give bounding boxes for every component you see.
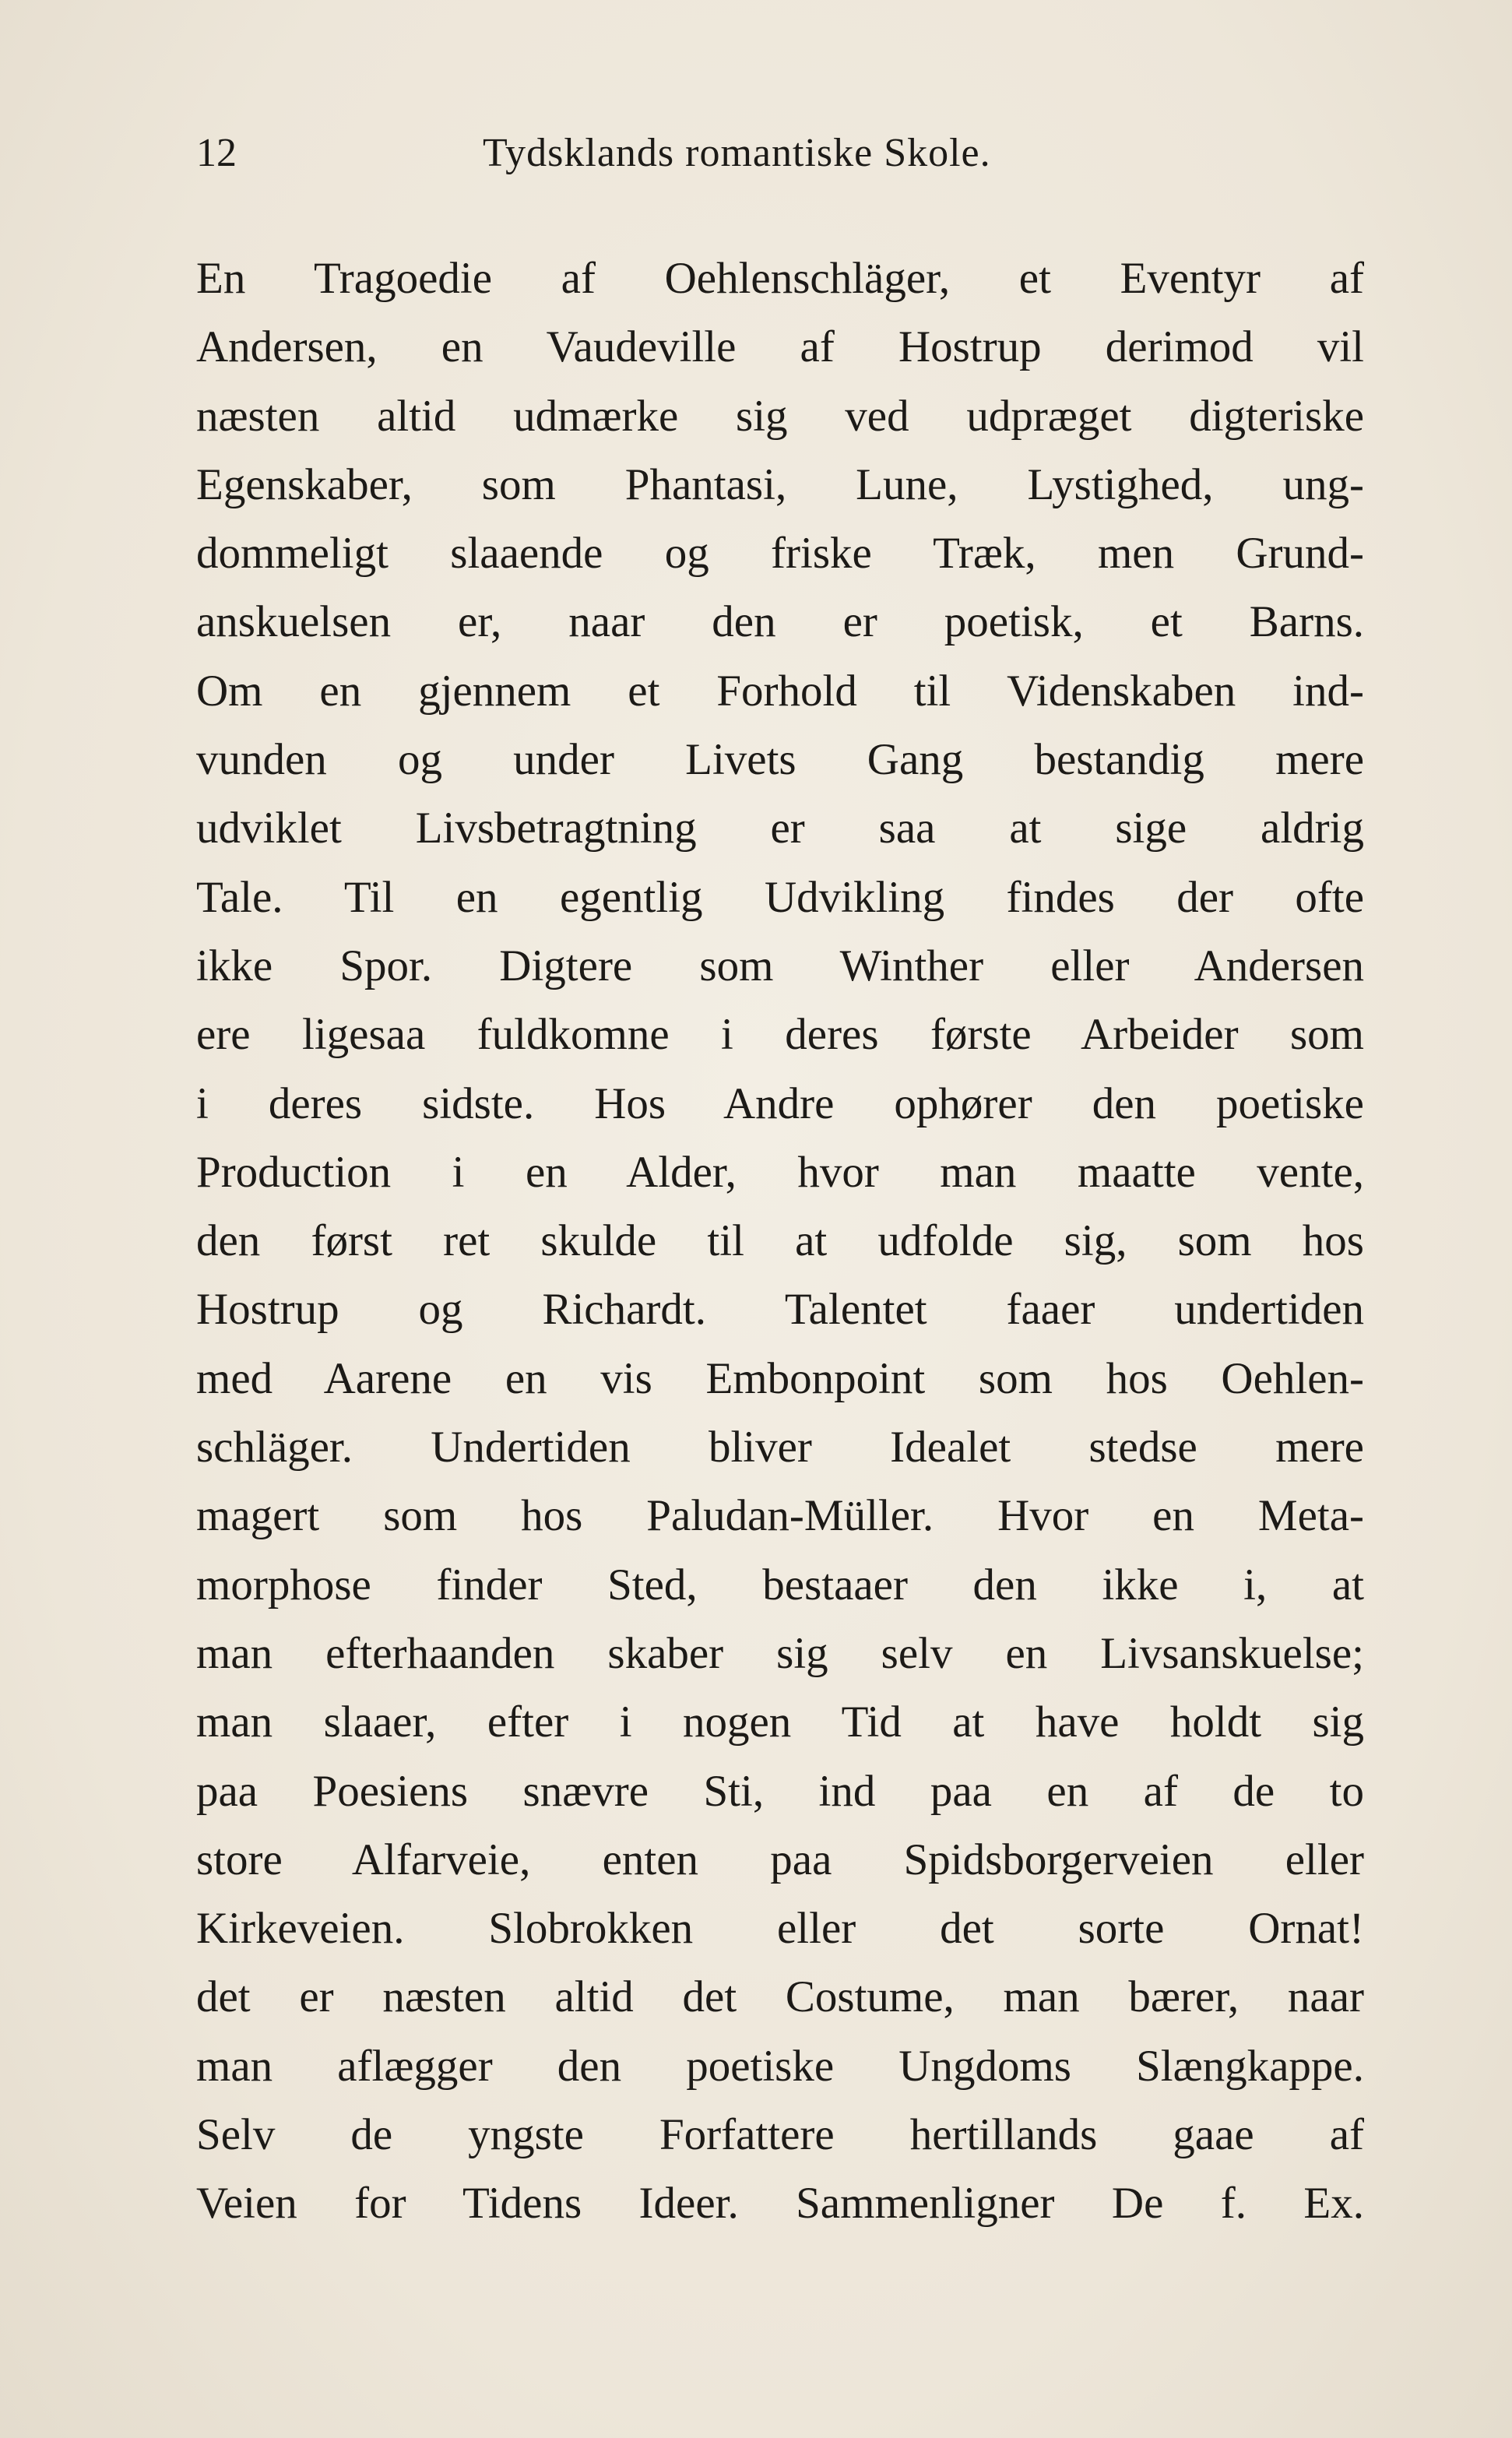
text-line: det er næsten altid det Costume, man bærer, naar <box>196 1972 1364 2022</box>
text-line: En Tragoedie af Oehlenschläger, et Eventyr af <box>196 254 1364 303</box>
text-line: magert som hos Paludan-Müller. Hvor en Meta- <box>196 1491 1364 1541</box>
text-line: ikke Spor. Digtere som Winther eller Andersen <box>196 941 1364 990</box>
text-line: store Alfarveie, enten paa Spidsborgerveien eller <box>196 1835 1364 1884</box>
text-line: man slaaer, efter i nogen Tid at have holdt sig <box>196 1697 1364 1747</box>
text-line: Production i en Alder, hvor man maatte vente, <box>196 1147 1364 1197</box>
text-line: i deres sidste. Hos Andre ophører den poetiske <box>196 1078 1364 1128</box>
text-line: Veien for Tidens Ideer. Sammenligner De f. Ex. <box>196 2179 1364 2229</box>
running-head <box>196 126 1364 181</box>
text-line: Selv de yngste Forfattere hertillands gaae af <box>196 2110 1364 2160</box>
text-line: ere ligesaa fuldkomne i deres første Arbeider som <box>196 1010 1364 1060</box>
text-line: anskuelsen er, naar den er poetisk, et Barns. <box>196 597 1364 647</box>
text-line: man efterhaanden skaber sig selv en Livsanskuelse; <box>196 1628 1364 1678</box>
text-line: morphose finder Sted, bestaaer den ikke i, at <box>196 1560 1364 1610</box>
text-line: Tale. Til en egentlig Udvikling findes der ofte <box>196 872 1364 922</box>
text-line: den først ret skulde til at udfolde sig, som hos <box>196 1216 1364 1266</box>
text-line: man aflægger den poetiske Ungdoms Slængkappe. <box>196 2041 1364 2091</box>
body-text <box>196 245 1364 2239</box>
text-line: Andersen, en Vaudeville af Hostrup derimod vil <box>196 322 1364 372</box>
text-line: med Aarene en vis Embonpoint som hos Oehlen- <box>196 1353 1364 1403</box>
text-line: paa Poesiens snævre Sti, ind paa en af de to <box>196 1766 1364 1816</box>
running-title: Tydsklands romantiske Skole. <box>483 131 991 175</box>
text-line: Hostrup og Richardt. Talentet faaer undertiden <box>196 1285 1364 1335</box>
page-number: 12 <box>196 131 237 175</box>
text-line: udviklet Livsbetragtning er saa at sige aldrig <box>196 804 1364 853</box>
text-line: dommeligt slaaende og friske Træk, men Grund- <box>196 529 1364 579</box>
text-line: næsten altid udmærke sig ved udpræget digteriske <box>196 391 1364 441</box>
text-line: vunden og under Livets Gang bestandig mere <box>196 735 1364 785</box>
text-line: Egenskaber, som Phantasi, Lune, Lystighed, ung- <box>196 459 1364 509</box>
text-line: Kirkeveien. Slobrokken eller det sorte Ornat! <box>196 1904 1364 1954</box>
text-line: Om en gjennem et Forhold til Videnskaben ind- <box>196 666 1364 716</box>
text-line: schläger. Undertiden bliver Idealet stedse mere <box>196 1423 1364 1472</box>
